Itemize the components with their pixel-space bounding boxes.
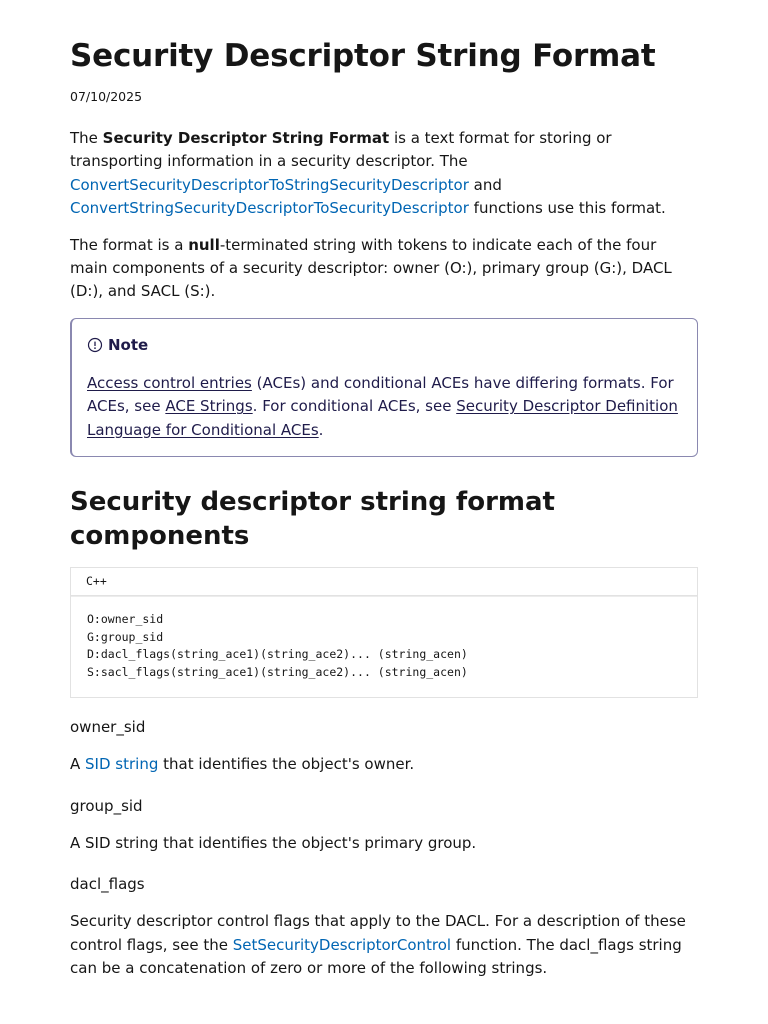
group-sid-description: A SID string that identifies the object's primary group. [70,833,477,852]
convert-sd-to-string-link[interactable]: ConvertSecurityDescriptorToStringSecurityDescriptor [70,175,469,194]
note-callout [70,318,698,457]
code-block [70,567,698,698]
convert-string-to-sd-link[interactable]: ConvertStringSecurityDescriptorToSecurityDescriptor [70,199,469,218]
code-line: O:owner_sid [87,612,164,627]
intro-and: and [468,175,502,194]
publish-date: 07/10/2025 [70,89,143,104]
note-text-3: . [318,420,324,439]
format-suffix: -terminated string with tokens to indicate each of the four main components of a security descriptor: owner (O:), primary group (G:), DACL (D:), and SACL (S:). [70,235,672,301]
ace-strings-link[interactable]: ACE Strings [165,397,253,416]
sddl-conditional-aces-link[interactable]: Security Descriptor Definition Language for Conditional ACEs [87,397,678,439]
term-dacl-flags: dacl_flags [70,875,145,894]
intro-bold-term: Security Descriptor String Format [102,129,390,147]
dacl-desc-prefix: Security descriptor control flags that apply to the DACL. For a description of these control flags, see the [70,912,686,954]
code-line: S:sacl_flags(string_ace1)(string_ace2)... (string_acen) [87,664,468,679]
dacl-desc-suffix: function. The dacl_flags string can be a concatenation of zero or more of the following strings. [70,935,682,978]
info-circle-icon [87,337,103,353]
term-owner-sid: owner_sid [70,718,146,737]
intro-paragraph [70,127,698,221]
intro-prefix: The [70,129,103,147]
note-body [87,372,682,442]
code-body[interactable] [71,596,697,697]
code-line: D:dacl_flags(string_ace1)(string_ace2)... (string_acen) [87,647,468,662]
owner-desc-suffix: that identifies the object's owner. [158,755,415,774]
note-heading [87,334,682,356]
code-line: G:group_sid [87,629,164,644]
owner-sid-description [70,753,698,776]
section-heading: Security descriptor string format components [70,487,555,552]
note-text-1: (ACEs) and conditional ACEs have differing formats. For ACEs, see [87,373,674,416]
access-control-entries-link[interactable]: Access control entries [87,373,252,392]
note-heading-label: Note [108,335,149,354]
note-text-2: . For conditional ACEs, see [252,397,457,416]
sid-string-link[interactable]: SID string [85,755,159,774]
owner-desc-prefix: A [70,755,86,774]
set-security-descriptor-control-link[interactable]: SetSecurityDescriptorControl [232,935,452,954]
dacl-flags-description [70,910,698,980]
page-title: Security Descriptor String Format [70,38,656,74]
term-group-sid: group_sid [70,796,143,815]
intro-suffix: functions use this format. [468,199,666,218]
code-language-label: C++ [71,568,697,596]
format-prefix: The format is a [70,235,189,254]
format-paragraph [70,234,698,304]
format-bold-null: null [188,235,220,254]
intro-middle: is a text format for storing or transporting information in a security descriptor. The [70,129,612,171]
